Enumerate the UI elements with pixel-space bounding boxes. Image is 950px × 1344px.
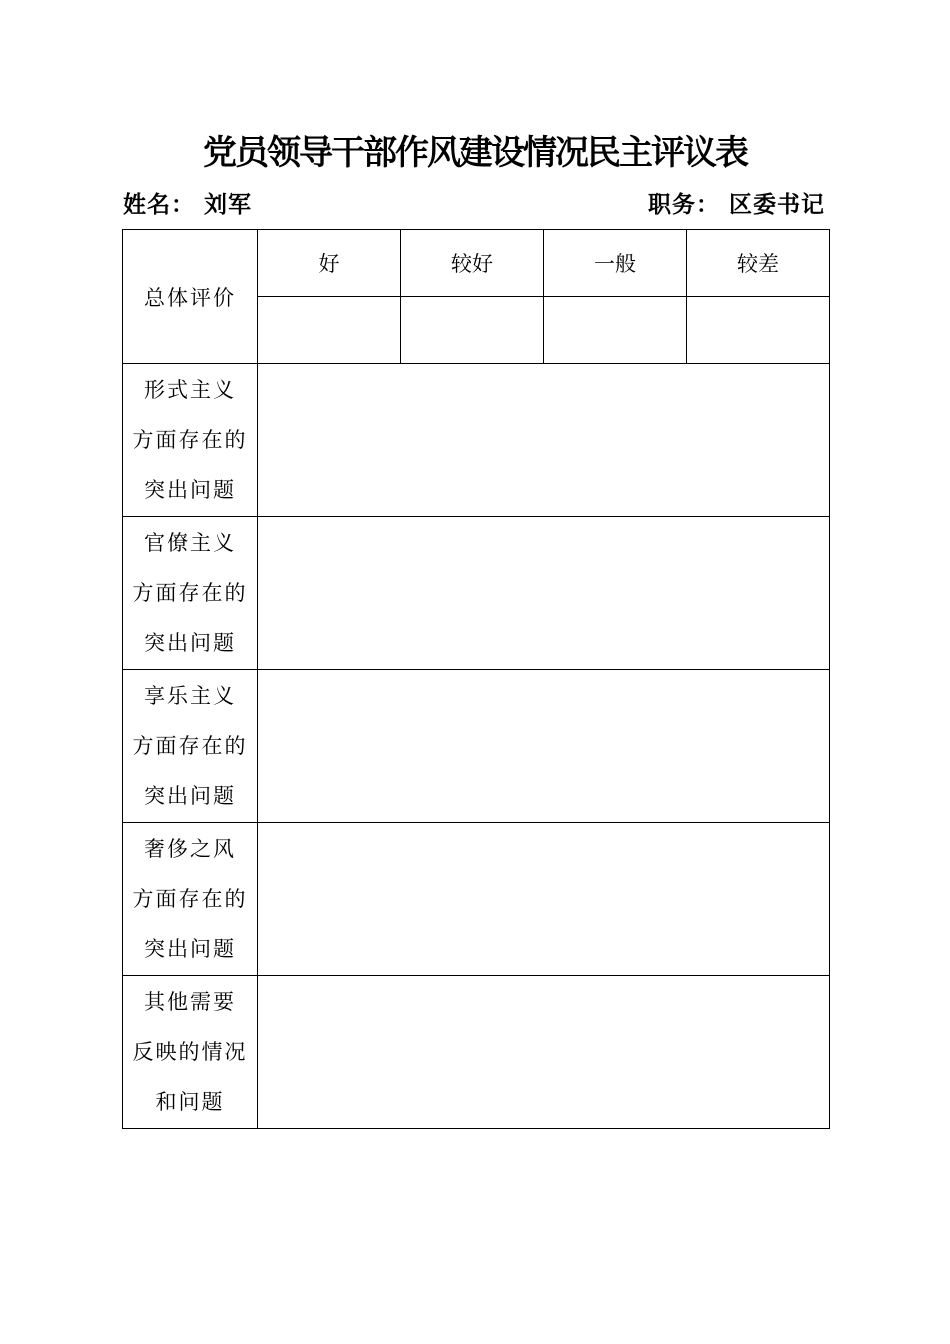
name-value: 刘军 [204, 191, 253, 218]
issue-input-bureaucratism[interactable] [258, 517, 830, 670]
issue-label-hedonism [123, 670, 258, 823]
label-line: 享乐主义 [144, 684, 236, 708]
position-label: 职务： [647, 191, 720, 218]
label-line: 反映的情况 [132, 1040, 248, 1064]
issue-input-other[interactable] [258, 976, 830, 1129]
label-line: 和问题 [155, 1090, 225, 1114]
issue-row-bureaucratism [123, 517, 830, 670]
label-line: 突出问题 [144, 631, 236, 655]
rating-cell-good[interactable] [258, 297, 401, 364]
name-label: 姓名： [123, 191, 195, 218]
rating-header-poor: 较差 [687, 230, 830, 297]
issue-input-extravagance[interactable] [258, 823, 830, 976]
rating-header-average: 一般 [544, 230, 687, 297]
rating-header-good: 好 [258, 230, 401, 297]
issue-label-extravagance [123, 823, 258, 976]
rating-cell-poor[interactable] [687, 297, 830, 364]
rating-header-fairly-good: 较好 [401, 230, 544, 297]
label-line: 突出问题 [144, 478, 236, 502]
form-title: 党员领导干部作风建设情况民主评议表 [203, 133, 747, 173]
label-line: 方面存在的 [132, 734, 248, 758]
issue-row-hedonism [123, 670, 830, 823]
issue-input-hedonism[interactable] [258, 670, 830, 823]
issue-label-bureaucratism [123, 517, 258, 670]
position-field [648, 188, 825, 222]
label-line: 方面存在的 [132, 428, 248, 452]
evaluation-table [122, 229, 830, 1129]
label-line: 突出问题 [144, 937, 236, 961]
label-line: 方面存在的 [132, 581, 248, 605]
label-line: 方面存在的 [132, 887, 248, 911]
label-line: 官僚主义 [144, 531, 236, 555]
label-line: 其他需要 [144, 990, 236, 1014]
rating-header-row [123, 230, 830, 297]
label-line: 形式主义 [144, 378, 236, 402]
rating-cell-fairly-good[interactable] [401, 297, 544, 364]
overall-evaluation-label: 总体评价 [123, 230, 258, 364]
issue-row-formalism [123, 364, 830, 517]
label-line: 突出问题 [144, 784, 236, 808]
name-field [123, 188, 252, 222]
issue-label-other [123, 976, 258, 1129]
position-value: 区委书记 [729, 191, 825, 218]
rating-cell-average[interactable] [544, 297, 687, 364]
issue-row-extravagance [123, 823, 830, 976]
issue-row-other [123, 976, 830, 1129]
issue-label-formalism [123, 364, 258, 517]
label-line: 奢侈之风 [144, 837, 236, 861]
issue-input-formalism[interactable] [258, 364, 830, 517]
